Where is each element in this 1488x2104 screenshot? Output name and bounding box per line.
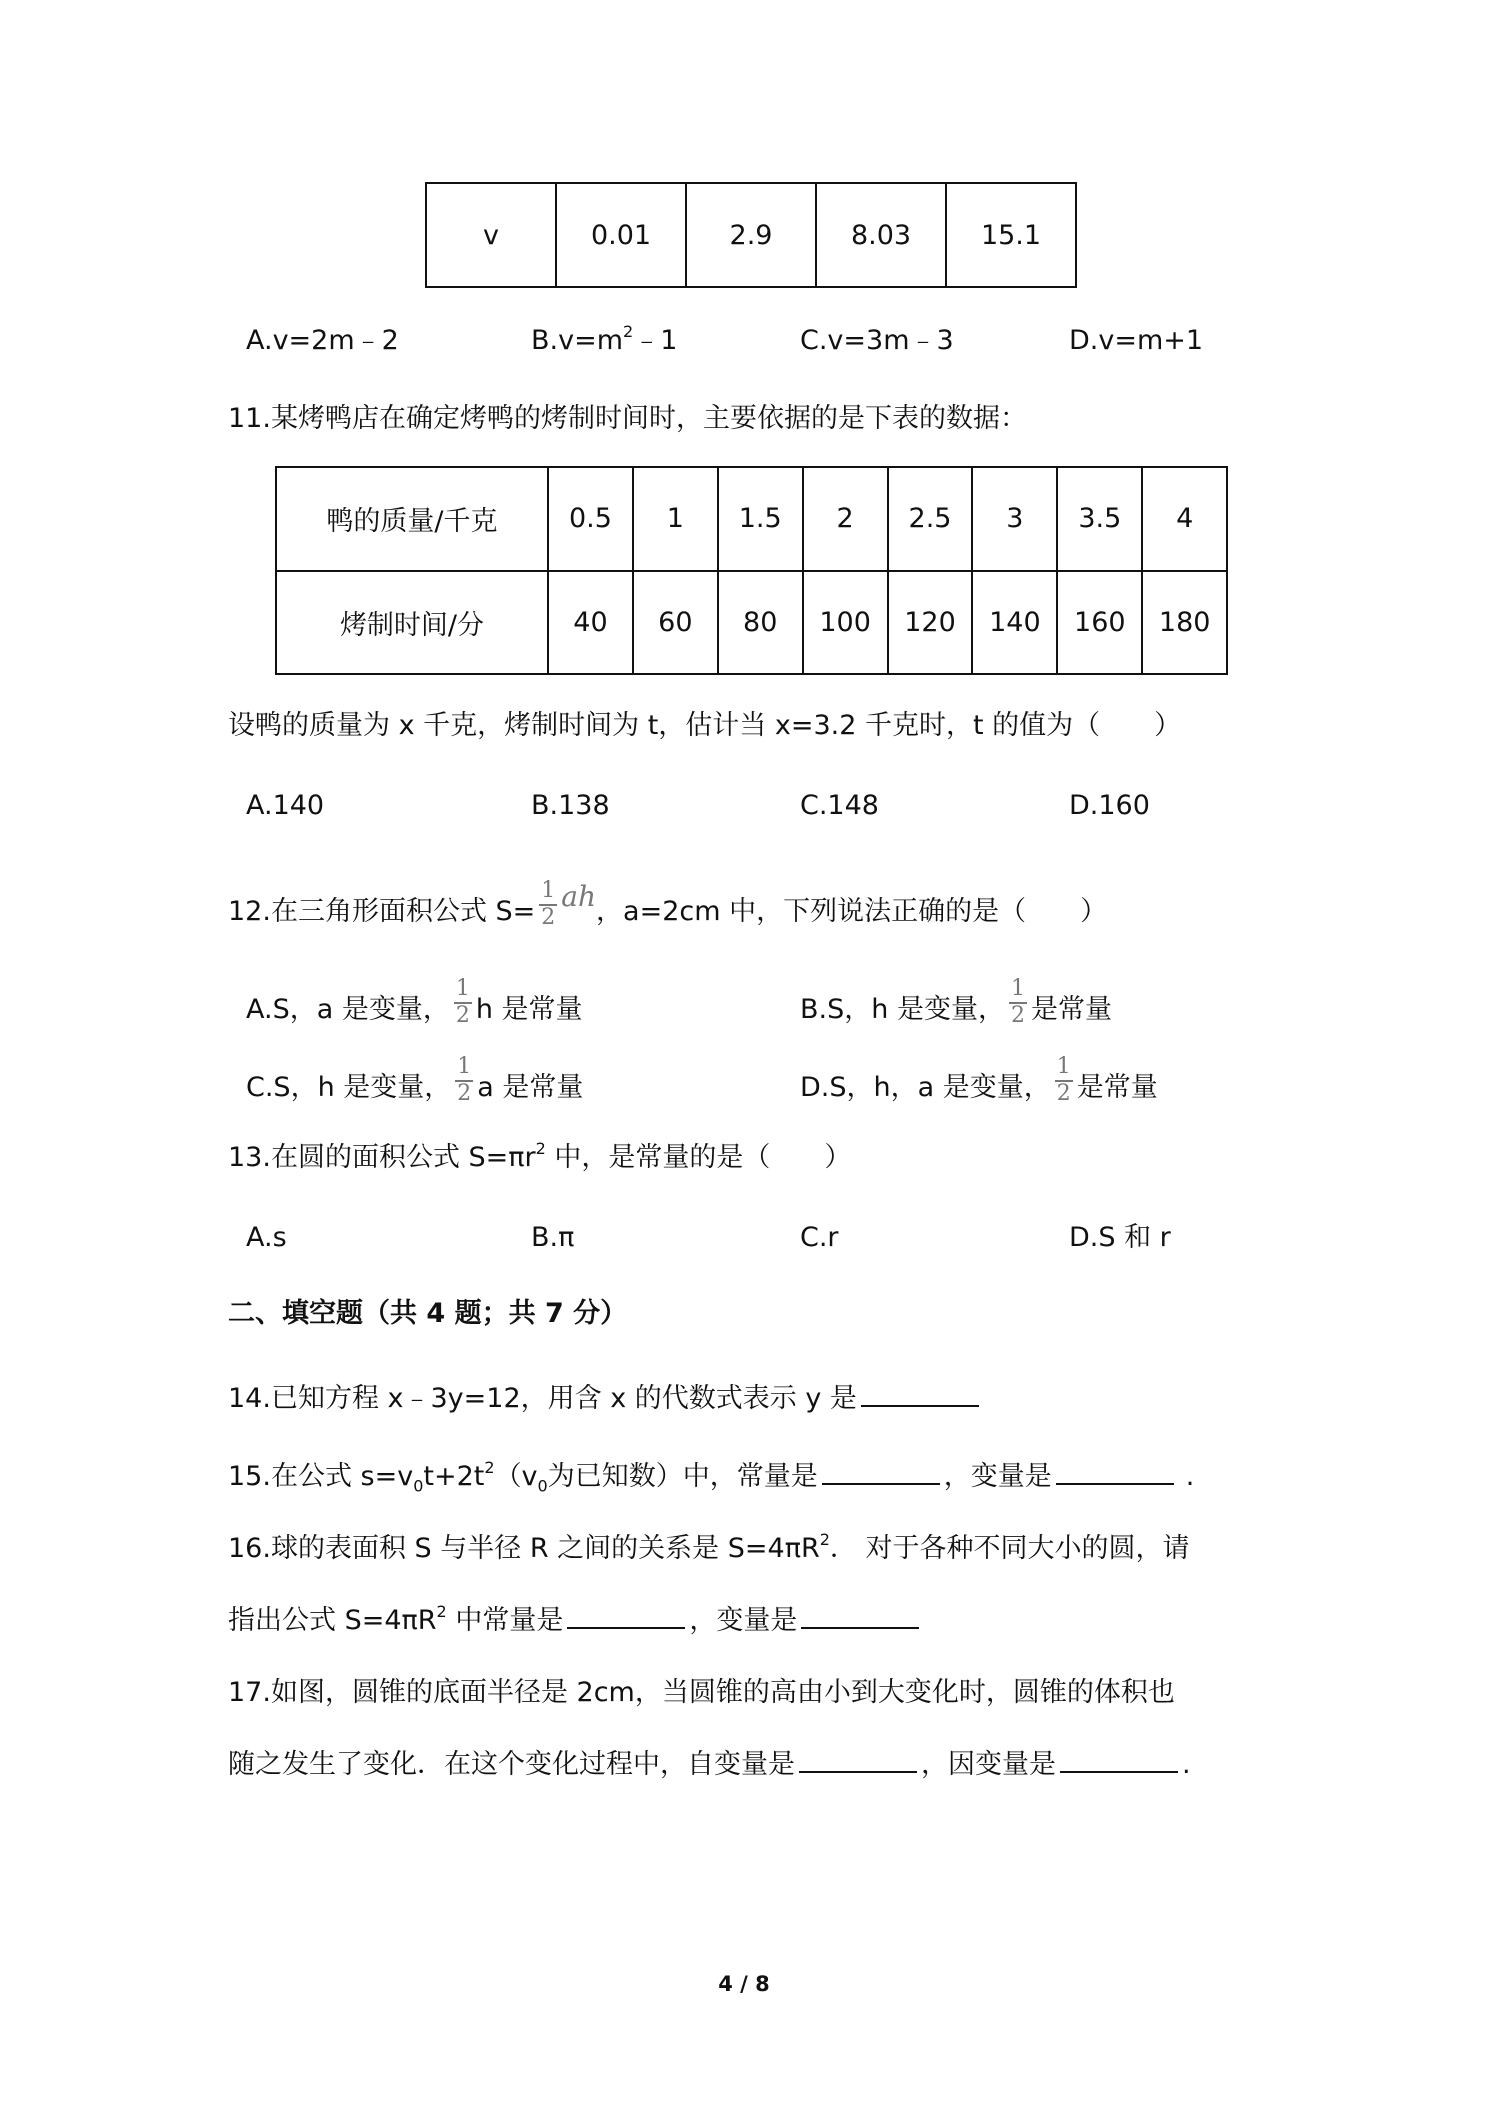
q11-option-d: D.160: [1069, 790, 1150, 821]
q15-text: （v: [494, 1461, 538, 1492]
q16-text: 指出公式 S=4πR: [228, 1605, 437, 1636]
table-cell: 160: [1057, 571, 1142, 675]
q16-text: ． 对于各种不同大小的圆，请: [829, 1533, 1190, 1564]
one-half-fraction: [1009, 978, 1027, 1027]
q17-text: ，因变量是: [921, 1749, 1056, 1780]
q13-stem-text-tail: 中，是常量的是（ ）: [545, 1142, 852, 1173]
q14-stem: [228, 1379, 983, 1412]
table-cell: 60: [633, 571, 718, 675]
q10-option-b-text-tail: ﹣1: [633, 325, 678, 356]
fraction-denominator: 2: [1010, 1003, 1025, 1028]
q16-exponent: 2: [819, 1530, 830, 1549]
q12-option-c: [246, 1054, 584, 1113]
table-row-label: 鸭的质量/千克: [276, 467, 548, 571]
q11-stem: 11.某烤鸭店在确定烤鸭的烤制时间时，主要依据的是下表的数据：: [228, 403, 1027, 434]
answer-blank: [861, 1379, 979, 1407]
fraction-numerator: 1: [1055, 1056, 1073, 1082]
table-cell: v: [426, 183, 556, 287]
answer-blank: [1060, 1745, 1178, 1773]
table-cell: 1.5: [718, 467, 803, 571]
q16-text: 16.球的表面积 S 与半径 R 之间的关系是 S=4πR: [228, 1533, 820, 1564]
q16-line-2: [228, 1601, 923, 1634]
table-cell: 2: [803, 467, 888, 571]
q13-exponent: 2: [535, 1139, 546, 1158]
q12-option-d: [800, 1054, 1158, 1113]
q13-stem-text: 13.在圆的面积公式 S=πr: [228, 1142, 536, 1173]
fraction-denominator: 2: [457, 1081, 472, 1106]
q10-option-d: D.v=m+1: [1069, 325, 1204, 356]
q12-stem: [228, 878, 1108, 937]
top-data-table: [425, 182, 1077, 288]
table-cell: 1: [633, 467, 718, 571]
q15-exponent: 2: [484, 1458, 495, 1477]
table-cell: 140: [972, 571, 1057, 675]
q11-option-c: C.148: [800, 790, 879, 821]
fraction-numerator: 1: [455, 1056, 473, 1082]
q12-option-c-text-tail: a 是常量: [477, 1072, 584, 1103]
table-cell: 80: [718, 571, 803, 675]
table-cell: 0.5: [548, 467, 633, 571]
one-half-fraction: [539, 880, 557, 929]
fraction-numerator: 1: [454, 978, 472, 1004]
table-cell: 3.5: [1057, 467, 1142, 571]
fraction-numerator: 1: [539, 880, 557, 906]
q13-stem: [228, 1139, 852, 1173]
page-number: 4 / 8: [718, 1972, 770, 1996]
one-half-fraction: [455, 1056, 473, 1105]
q10-option-c: C.v=3m﹣3: [800, 325, 954, 356]
answer-blank: [567, 1601, 685, 1629]
table-cell: 40: [548, 571, 633, 675]
q14-text: 14.已知方程 x﹣3y=12，用含 x 的代数式表示 y 是: [228, 1383, 857, 1414]
answer-blank: [799, 1745, 917, 1773]
q12-option-b: [800, 976, 1112, 1035]
answer-blank: [1056, 1457, 1174, 1485]
q12-option-d-text-tail: 是常量: [1076, 1072, 1158, 1103]
q12-option-b-text-tail: 是常量: [1030, 994, 1112, 1025]
q12-option-d-text: D.S，h，a 是变量，: [800, 1072, 1051, 1103]
q12-option-a-text: A.S，a 是变量，: [246, 994, 450, 1025]
table-cell: 2.5: [888, 467, 973, 571]
section-title: 二、填空题（共 4 题；共 7 分）: [228, 1298, 628, 1329]
q12-option-b-text: B.S，h 是变量，: [800, 994, 1005, 1025]
q15-text: t+2t: [423, 1461, 485, 1492]
q11-question: 设鸭的质量为 x 千克，烤制时间为 t，估计当 x=3.2 千克时，t 的值为（ ）: [228, 710, 1182, 741]
fraction-denominator: 2: [1056, 1081, 1071, 1106]
table-cell: 180: [1142, 571, 1227, 675]
q17-text: .: [1182, 1749, 1191, 1780]
q13-option-d: D.S 和 r: [1069, 1222, 1171, 1253]
q17-line-1: 17.如图，圆锥的底面半径是 2cm，当圆锥的高由小到大变化时，圆锥的体积也: [228, 1677, 1175, 1708]
answer-blank: [801, 1601, 919, 1629]
q16-text: 中常量是: [446, 1605, 564, 1636]
one-half-fraction: [454, 978, 472, 1027]
table-cell: 3: [972, 467, 1057, 571]
fraction-denominator: 2: [455, 1003, 470, 1028]
q15-stem: [228, 1457, 1195, 1496]
q15-text: ，变量是: [943, 1461, 1052, 1492]
q12-option-a: [246, 976, 583, 1035]
q13-option-c: C.r: [800, 1222, 839, 1253]
q11-option-a: A.140: [246, 790, 325, 821]
table-cell: 8.03: [816, 183, 946, 287]
q15-text: 15.在公式 s=v: [228, 1461, 414, 1492]
q12-stem-text-tail: ，a=2cm 中，下列说法正确的是（ ）: [596, 896, 1108, 927]
answer-blank: [822, 1457, 940, 1485]
one-half-fraction: [1055, 1056, 1073, 1105]
q17-text: 随之发生了变化．在这个变化过程中，自变量是: [228, 1749, 795, 1780]
q15-subscript: 0: [537, 1476, 548, 1496]
q10-option-a: A.v=2m﹣2: [246, 325, 399, 356]
q15-text: .: [1185, 1461, 1195, 1492]
q16-exponent: 2: [436, 1602, 447, 1621]
fraction-numerator: 1: [1009, 978, 1027, 1004]
q12-stem-text: 12.在三角形面积公式 S=: [228, 896, 536, 927]
q11-data-table: [275, 466, 1228, 675]
q15-subscript: 0: [413, 1476, 424, 1496]
q16-text: ，变量是: [689, 1605, 798, 1636]
q13-option-a: A.s: [246, 1222, 287, 1253]
q16-line-1: [228, 1530, 1190, 1564]
table-cell: 4: [1142, 467, 1227, 571]
q13-option-b: B.π: [531, 1222, 575, 1253]
q12-option-a-text-tail: h 是常量: [475, 994, 583, 1025]
formula-variables: ah: [561, 880, 597, 913]
q10-option-b-text: B.v=m: [531, 325, 624, 356]
table-cell: 15.1: [946, 183, 1076, 287]
table-cell: 2.9: [686, 183, 816, 287]
table-cell: 120: [888, 571, 973, 675]
table-cell: 100: [803, 571, 888, 675]
q10-option-b-exponent: 2: [623, 322, 634, 341]
q11-option-b: B.138: [531, 790, 610, 821]
q17-line-2: [228, 1745, 1191, 1778]
fraction-denominator: 2: [541, 905, 556, 930]
q10-option-b: [531, 322, 678, 356]
table-row-label: 烤制时间/分: [276, 571, 548, 675]
q12-option-c-text: C.S，h 是变量，: [246, 1072, 452, 1103]
q15-text: 为已知数）中，常量是: [547, 1461, 818, 1492]
table-cell: 0.01: [556, 183, 686, 287]
